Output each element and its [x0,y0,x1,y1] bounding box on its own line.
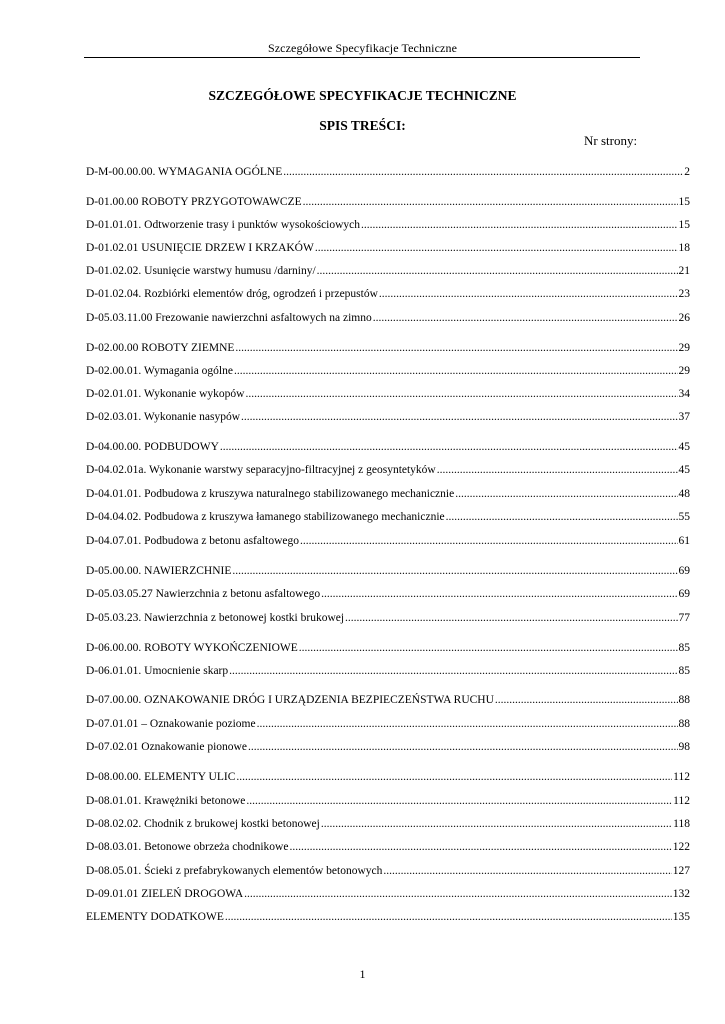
toc-entry[interactable] [86,641,690,655]
toc-leader-dots [321,817,672,831]
toc-entry-page: 15 [678,196,690,208]
toc-entry-page: 77 [678,612,690,624]
toc-entry-page: 88 [678,694,690,706]
toc-entry-title: D-07.01.01 – Oznakowanie poziome [86,718,256,730]
toc-entry[interactable] [86,311,690,325]
toc-leader-dots [321,587,677,601]
toc-entry-title: D-01.00.00 ROBOTY PRZYGOTOWAWCZE [86,196,302,208]
toc-entry-title: D-08.02.02. Chodnik z brukowej kostki betonowej [86,818,320,830]
toc-entry-title: D-06.01.01. Umocnienie skarp [86,665,229,677]
toc-entry-title: D-05.03.11.00 Frezowanie nawierzchni asfaltowych na zimno [86,312,372,324]
toc-entry-title: D-05.00.00. NAWIERZCHNIE [86,565,232,577]
toc-entry-page: 21 [678,265,690,277]
toc-entry-page: 118 [673,818,690,830]
toc-entry-title: D-09.01.01 ZIELEŃ DROGOWA [86,888,244,900]
toc-entry[interactable] [86,463,690,477]
toc-leader-dots [235,341,677,355]
running-header: Szczegółowe Specyfikacje Techniczne [267,41,457,55]
toc-leader-dots [437,463,678,477]
toc-entry-title: D-04.04.02. Podbudowa z kruszywa łamanego stabilizowanego mechanicznie [86,511,445,523]
toc-entry-title: D-01.02.04. Rozbiórki elementów dróg, ogrodzeń i przepustów [86,288,378,300]
toc-leader-dots [361,218,677,232]
toc-leader-dots [283,165,683,179]
toc-entry-page: 2 [684,166,690,178]
toc-leader-dots [234,364,678,378]
toc-entry-title: ELEMENTY DODATKOWE [86,911,224,923]
toc-entry-title: D-05.03.05.27 Nawierzchnia z betonu asfaltowego [86,588,321,600]
toc-leader-dots [236,770,672,784]
toc-entry-page: 112 [673,795,690,807]
toc-entry[interactable] [86,487,690,501]
toc-entry-page: 98 [678,741,690,753]
toc-entry[interactable] [86,364,690,378]
toc-entry-page: 45 [678,441,690,453]
toc-entry[interactable] [86,770,690,784]
toc-entry[interactable] [86,510,690,524]
toc-entry[interactable] [86,241,690,255]
toc-leader-dots [241,410,677,424]
toc-entry-page: 132 [672,888,690,900]
toc-entry[interactable] [86,817,690,831]
toc-leader-dots [379,287,678,301]
toc-leader-dots [245,387,677,401]
toc-leader-dots [246,794,672,808]
toc-leader-dots [455,487,677,501]
toc-entry-page: 135 [672,911,690,923]
toc-entry-page: 85 [678,665,690,677]
toc-leader-dots [232,564,677,578]
toc-entry-page: 23 [678,288,690,300]
toc-entry-title: D-08.05.01. Ścieki z prefabrykowanych elementów betonowych [86,865,383,877]
toc-leader-dots [446,510,678,524]
toc-entry-title: D-08.03.01. Betonowe obrzeża chodnikowe [86,841,289,853]
toc-entry-title: D-02.01.01. Wykonanie wykopów [86,388,245,400]
toc-entry-page: 122 [672,841,690,853]
toc-entry-page: 45 [678,464,690,476]
toc-entry-page: 18 [678,242,690,254]
toc-entry-page: 29 [678,342,690,354]
toc-entry[interactable] [86,264,690,278]
toc-entry-page: 127 [672,865,690,877]
toc-entry-title: D-04.01.01. Podbudowa z kruszywa naturalnego stabilizowanego mechanicznie [86,488,455,500]
toc-entry-page: 88 [678,718,690,730]
toc-entry[interactable] [86,387,690,401]
toc-leader-dots [244,887,672,901]
toc-entry-title: D-01.02.01 USUNIĘCIE DRZEW I KRZAKÓW [86,242,314,254]
document-title: SZCZEGÓŁOWE SPECYFIKACJE TECHNICZNE [208,88,517,103]
toc-entry[interactable] [86,534,690,548]
toc-entry-title: D-04.00.00. PODBUDOWY [86,441,219,453]
toc-leader-dots [220,440,678,454]
toc-entry[interactable] [86,740,690,754]
toc-entry-page: 37 [678,411,690,423]
toc-entry-title: D-08.01.01. Krawężniki betonowe [86,795,246,807]
toc-leader-dots [303,195,678,209]
toc-entry[interactable] [86,664,690,678]
toc-entry-page: 85 [678,642,690,654]
toc-entry[interactable] [86,440,690,454]
toc-leader-dots [257,717,678,731]
toc-entry-title: D-07.00.00. OZNAKOWANIE DRÓG I URZĄDZENIA BEZPIECZEŃSTWA RUCHU [86,694,494,706]
toc-entry-title: D-06.00.00. ROBOTY WYKOŃCZENIOWE [86,642,298,654]
toc-leader-dots [229,664,677,678]
toc-leader-dots [373,311,678,325]
toc-entry-title: D-02.00.01. Wymagania ogólne [86,365,233,377]
toc-leader-dots [300,534,677,548]
toc-leader-dots [299,641,678,655]
toc-leader-dots [317,264,678,278]
toc-entry[interactable] [86,794,690,808]
toc-entry-title: D-04.02.01a. Wykonanie warstwy separacyjno-filtracyjnej z geosyntetyków [86,464,436,476]
page-number: 1 [359,967,366,981]
toc-leader-dots [289,840,671,854]
toc-leader-dots [225,910,672,924]
toc-entry-page: 15 [678,219,690,231]
toc-entry-title: D-08.00.00. ELEMENTY ULIC [86,771,236,783]
toc-entry-title: D-01.02.02. Usunięcie warstwy humusu /darniny/ [86,265,316,277]
toc-entry-title: D-M-00.00.00. WYMAGANIA OGÓLNE [86,166,283,178]
toc-entry-title: D-05.03.23. Nawierzchnia z betonowej kostki brukowej [86,612,345,624]
toc-heading: SPIS TREŚCI: [319,118,406,133]
toc-entry[interactable] [86,287,690,301]
toc-leader-dots [345,611,677,625]
toc-leader-dots [383,864,671,878]
header-rule [84,57,640,58]
toc-entry[interactable] [86,717,690,731]
toc-entry-title: D-02.03.01. Wykonanie nasypów [86,411,241,423]
toc-leader-dots [495,693,678,707]
toc-entry[interactable] [86,611,690,625]
toc-entry[interactable] [86,864,690,878]
toc-leader-dots [248,740,678,754]
toc-entry-page: 55 [678,511,690,523]
toc-entry-page: 112 [673,771,690,783]
toc-leader-dots [315,241,678,255]
toc-entry-title: D-04.07.01. Podbudowa z betonu asfaltowego [86,535,300,547]
toc-entry[interactable] [86,887,690,901]
toc-entry-page: 26 [678,312,690,324]
toc-entry[interactable] [86,165,690,179]
page-column-label: Nr strony: [584,133,638,148]
toc-entry-title: D-07.02.01 Oznakowanie pionowe [86,741,247,753]
toc-entry-title: D-02.00.00 ROBOTY ZIEMNE [86,342,235,354]
toc-entry[interactable] [86,910,690,924]
toc-entry[interactable] [86,341,690,355]
toc-entry-page: 48 [678,488,690,500]
toc-entry[interactable] [86,840,690,854]
toc-entry[interactable] [86,195,690,209]
toc-entry[interactable] [86,218,690,232]
toc-entry-page: 29 [678,365,690,377]
toc-entry[interactable] [86,587,690,601]
toc-entry-page: 69 [678,565,690,577]
toc-entry[interactable] [86,410,690,424]
toc-entry-page: 69 [678,588,690,600]
toc-entry-page: 61 [678,535,690,547]
toc-entry[interactable] [86,693,690,707]
toc-entry[interactable] [86,564,690,578]
toc-entry-page: 34 [678,388,690,400]
toc-entry-title: D-01.01.01. Odtworzenie trasy i punktów wysokościowych [86,219,361,231]
